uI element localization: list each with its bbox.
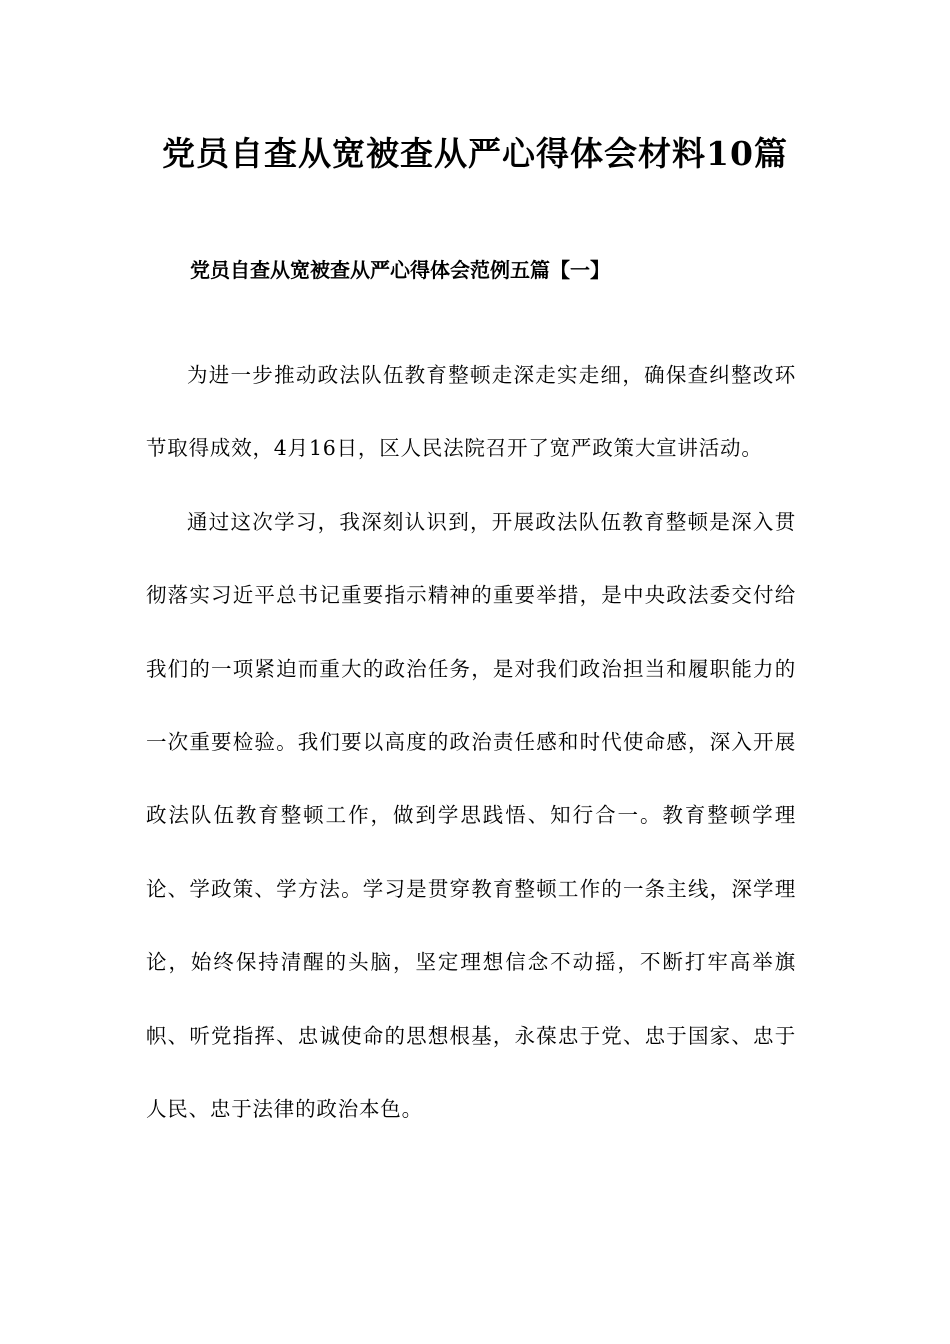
document-title: 党员自查从宽被查从严心得体会材料10篇 <box>162 134 788 173</box>
paragraph-1: 为进一步推动政法队伍教育整顿走深走实走细，确保查纠整改环节取得成效，4月16日，区人民法院召开了宽严政策大宣讲活动。 <box>146 363 796 461</box>
document-body <box>146 339 796 1146</box>
section-heading: 党员自查从宽被查从严心得体会范例五篇【一】 <box>190 258 610 282</box>
paragraph-2: 通过这次学习，我深刻认识到，开展政法队伍教育整顿是深入贯彻落实习近平总书记重要指示精神的重要举措，是中央政法委交付给我们的一项紧迫而重大的政治任务，是对我们政治担当和履职能力的一次重要检验。我们要以高度的政治责任感和时代使命感，深入开展政法队伍教育整顿工作，做到学思践悟、知行合一。教育整顿学理论、学政策、学方法。学习是贯穿教育整顿工作的一条主线，深学理论，始终保持清醒的头脑，坚定理想信念不动摇，不断打牢高举旗帜、听党指挥、忠诚使命的思想根基，永葆忠于党、忠于国家、忠于人民、忠于法律的政治本色。 <box>146 509 796 1122</box>
